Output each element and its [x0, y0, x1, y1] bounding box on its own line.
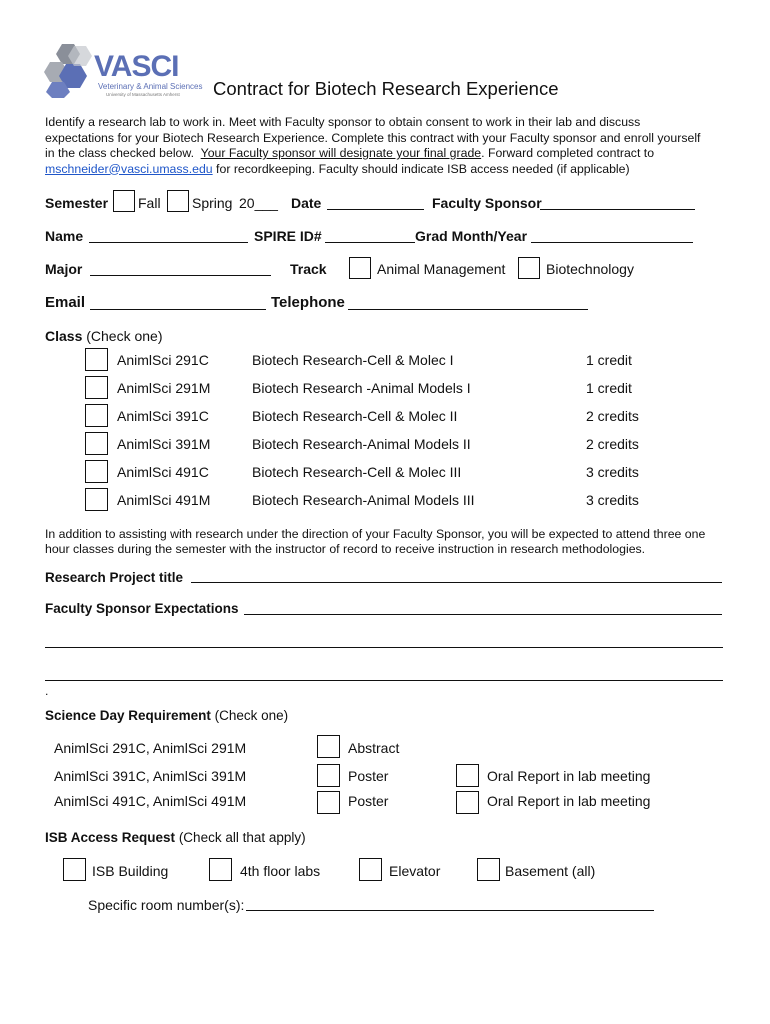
class-title: Biotech Research-Animal Models III [252, 492, 475, 508]
oral-checkbox-491[interactable] [456, 791, 479, 814]
animal-management-checkbox[interactable] [349, 257, 371, 279]
email-field[interactable] [90, 309, 266, 310]
class-credits: 1 credit [586, 380, 632, 396]
isb-building-checkbox[interactable] [63, 858, 86, 881]
class-checkbox-491m[interactable] [85, 488, 108, 511]
basement-label: Basement (all) [505, 863, 596, 879]
logo-subtitle: Veterinary & Animal Sciences [98, 82, 203, 91]
class-title: Biotech Research -Animal Models I [252, 380, 471, 396]
elevator-label: Elevator [389, 863, 441, 879]
class-credits: 3 credits [586, 492, 639, 508]
class-code: AnimlSci 291C [117, 352, 209, 368]
class-title: Biotech Research-Cell & Molec I [252, 352, 454, 368]
intro-line4 [45, 162, 700, 178]
sponsor-label: Faculty Sponsor [432, 195, 542, 211]
isb-building-label: ISB Building [92, 863, 169, 879]
spring-checkbox[interactable] [167, 190, 189, 212]
expectations-field-3[interactable] [45, 680, 723, 681]
class-heading-label: Class [45, 328, 83, 344]
class-code: AnimlSci 391C [117, 408, 209, 424]
class-checkbox-491c[interactable] [85, 460, 108, 483]
class-code: AnimlSci 391M [117, 436, 211, 452]
animal-management-label: Animal Management [377, 261, 506, 277]
science-day-heading-label: Science Day Requirement [45, 708, 211, 723]
project-title-field[interactable] [191, 582, 722, 583]
fall-label: Fall [138, 195, 161, 211]
major-field[interactable] [90, 275, 271, 276]
grade-note: Your Faculty sponsor will designate your final grade [200, 146, 482, 160]
science-opt1: Poster [348, 768, 389, 784]
expectations-field-1[interactable] [244, 614, 722, 615]
intro-line3a: in the class checked below. [45, 146, 201, 160]
grad-label: Grad Month/Year [415, 228, 528, 244]
spire-field[interactable] [325, 242, 415, 243]
name-label: Name [45, 228, 84, 244]
email-label: Email [45, 294, 86, 311]
science-day-heading [45, 708, 288, 723]
spire-label: SPIRE ID# [254, 228, 322, 244]
page-title: Contract for Biotech Research Experience [213, 78, 559, 99]
room-number-field[interactable] [246, 910, 654, 911]
intro-text [45, 115, 700, 177]
class-checkbox-391m[interactable] [85, 432, 108, 455]
year-field[interactable]: 20___ [239, 195, 278, 211]
hexagon-logo-icon [44, 42, 100, 98]
class-credits: 2 credits [586, 436, 639, 452]
contact-email-link[interactable]: mschneider@vasci.umass.edu [45, 161, 213, 176]
sponsor-field[interactable] [540, 209, 695, 210]
oral-checkbox-391[interactable] [456, 764, 479, 787]
expectations-field-2[interactable] [45, 647, 723, 648]
fall-checkbox[interactable] [113, 190, 135, 212]
biotechnology-checkbox[interactable] [518, 257, 540, 279]
grad-field[interactable] [531, 242, 693, 243]
logo-name: VASCI [94, 50, 179, 83]
major-label: Major [45, 261, 83, 277]
abstract-checkbox[interactable] [317, 735, 340, 758]
class-code: AnimlSci 291M [117, 380, 211, 396]
class-title: Biotech Research-Cell & Molec II [252, 408, 458, 424]
class-heading-note: (Check one) [82, 328, 163, 344]
track-label: Track [290, 261, 327, 277]
project-title-label: Research Project title [45, 570, 184, 585]
logo-tagline: University of Massachusetts Amherst [106, 92, 180, 97]
science-courses: AnimlSci 291C, AnimlSci 291M [54, 740, 247, 756]
class-code: AnimlSci 491M [117, 492, 211, 508]
class-credits: 1 credit [586, 352, 632, 368]
date-field[interactable] [327, 209, 424, 210]
science-courses: AnimlSci 491C, AnimlSci 491M [54, 793, 247, 809]
science-day-heading-note: (Check one) [210, 708, 289, 723]
fourth-floor-label: 4th floor labs [240, 863, 321, 879]
intro-line3 [45, 146, 700, 162]
science-opt2: Oral Report in lab meeting [487, 768, 651, 784]
class-checkbox-291c[interactable] [85, 348, 108, 371]
science-opt2: Oral Report in lab meeting [487, 793, 651, 809]
room-number-label: Specific room number(s): [88, 897, 245, 913]
telephone-field[interactable] [348, 309, 588, 310]
intro-line4b: for recordkeeping. Faculty should indicate ISB access needed (if applicable) [212, 161, 630, 176]
class-checkbox-291m[interactable] [85, 376, 108, 399]
date-label: Date [291, 195, 322, 211]
science-opt1: Poster [348, 793, 389, 809]
intro-line2: expectations for your Biotech Research Experience. Complete this contract with your Faculty sponsor and enroll yourself [45, 130, 701, 145]
isb-heading-note: (Check all that apply) [175, 830, 306, 845]
intro-line1: Identify a research lab to work in. Meet with Faculty sponsor to obtain consent to work in their lab and discuss [45, 115, 641, 129]
class-credits: 3 credits [586, 464, 639, 480]
addition-line2: hour classes during the semester with the instructor of record to receive instruction in research methodologies. [45, 542, 646, 556]
class-checkbox-391c[interactable] [85, 404, 108, 427]
class-title: Biotech Research-Animal Models II [252, 436, 471, 452]
class-heading [45, 328, 163, 344]
spring-label: Spring [192, 195, 233, 211]
basement-checkbox[interactable] [477, 858, 500, 881]
semester-label: Semester [45, 195, 109, 211]
fourth-floor-checkbox[interactable] [209, 858, 232, 881]
class-credits: 2 credits [586, 408, 639, 424]
class-title: Biotech Research-Cell & Molec III [252, 464, 462, 480]
name-field[interactable] [89, 242, 248, 243]
isb-heading-label: ISB Access Request [45, 830, 176, 845]
class-code: AnimlSci 491C [117, 464, 209, 480]
biotechnology-label: Biotechnology [546, 261, 634, 277]
science-opt1: Abstract [348, 740, 400, 756]
vasci-logo [44, 42, 203, 98]
isb-heading [45, 830, 306, 845]
elevator-checkbox[interactable] [359, 858, 382, 881]
poster-checkbox-391[interactable] [317, 764, 340, 787]
science-courses: AnimlSci 391C, AnimlSci 391M [54, 768, 247, 784]
expectations-label: Faculty Sponsor Expectations [45, 601, 239, 616]
intro-line3b: . Forward completed contract to [481, 146, 655, 160]
telephone-label: Telephone [271, 294, 345, 311]
addition-text [45, 527, 705, 557]
addition-line1: In addition to assisting with research under the direction of your Faculty Sponsor, you will be expected to attend three one [45, 527, 706, 541]
stray-dot: . [45, 684, 49, 698]
poster-checkbox-491[interactable] [317, 791, 340, 814]
